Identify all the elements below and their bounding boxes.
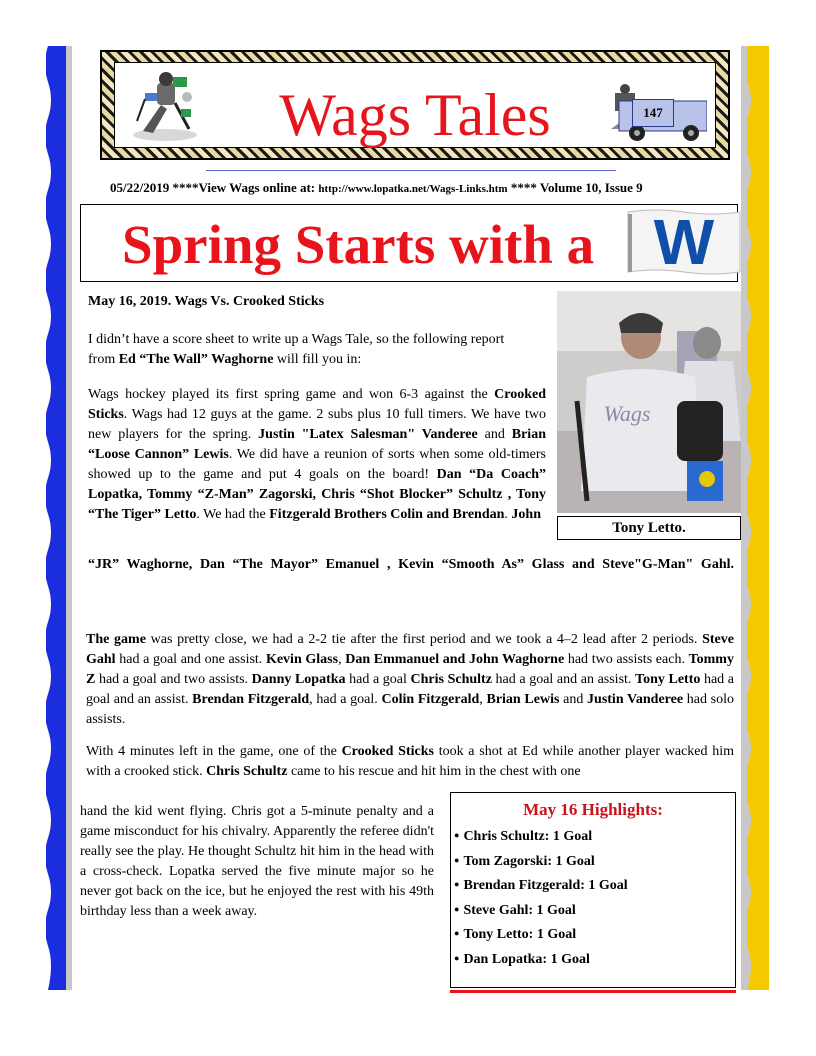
p2-run: John: [511, 507, 541, 522]
volume-issue: **** Volume 10, Issue 9: [510, 180, 643, 195]
highlight-item: ● Dan Lopatka: 1 Goal: [454, 947, 628, 972]
incident-paragraph-cont: hand the kid went flying. Chris got a 5-minute penalty and a game misconduct for his chivalry. Apparently the referee didn't really see the play. He thought Schultz hit him in the head with a cross-check. Lopatka served the five minute major so he never got back on the ice, but he enjoyed the rest with his 49th birthday less than a week away.: [80, 804, 434, 919]
highlight-item: ● Tony Letto: 1 Goal: [454, 922, 628, 947]
wags-links-url[interactable]: http://www.lopatka.net/Wags-Links.htm: [318, 183, 508, 195]
game-subheading: May 16, 2019. Wags Vs. Crooked Sticks: [88, 294, 325, 309]
p3-run: had a goal: [345, 672, 411, 687]
p3-run: Colin Fitzgerald: [381, 692, 480, 707]
p4-run: Chris Schultz: [206, 764, 288, 779]
p3-run: had solo assists.: [86, 692, 735, 727]
left-page-border: [46, 46, 72, 990]
highlight-item: ● Brendan Fitzgerald: 1 Goal: [454, 873, 628, 898]
masthead-panel: [114, 62, 716, 148]
p2-run: Crooked Sticks: [88, 387, 546, 422]
newsletter-title: Wags Tales: [279, 82, 551, 148]
p2-run: . We did have a reunion of sorts when some old-timers showed up to the game and put 4 goals on the board!: [88, 447, 546, 482]
game-summary-paragraph: [86, 630, 734, 730]
p3-run: had a goal and an assist.: [86, 672, 735, 707]
p2-run: Dan “Da Coach” Lopatka, Tommy “Z-Man” Zagorski, Chris “Shot Blocker” Schultz , Tony “The Tiger” Letto: [88, 467, 546, 522]
jersey-text: Wags: [603, 401, 651, 426]
p4-run: With 4 minutes left in the game, one of the: [86, 744, 342, 759]
masthead: [100, 50, 730, 160]
player-names-cont: “JR” Waghorne, Dan “The Mayor” Emanuel , Kevin “Smooth As” Glass and Steve"G-Man" Gahl.: [88, 557, 734, 572]
highlight-item: ● Steve Gahl: 1 Goal: [454, 898, 628, 923]
flag-letter: W: [653, 208, 715, 276]
p3-run: Tommy Z: [86, 652, 734, 687]
view-online-text: ****View Wags online at:: [172, 180, 316, 195]
dateline: [110, 180, 750, 196]
issue-date: 05/22/2019: [110, 180, 170, 195]
p3-run: Danny Lopatka: [251, 672, 346, 687]
p2-run: Wags hockey played its first spring game and won 6-3 against the: [88, 387, 495, 402]
p4-run: Crooked Sticks: [341, 744, 434, 759]
incident-paragraph: [86, 742, 734, 782]
p4-run: came to his rescue and hit him in the chest with one: [287, 764, 581, 779]
p2-run: .: [504, 507, 512, 522]
p3-run: and: [559, 692, 588, 707]
photo-caption: Tony Letto.: [557, 516, 741, 540]
p3-run: Dan Emmanuel and John Waghorne: [345, 652, 565, 667]
p2-run: Justin "Latex Salesman" Vanderee: [258, 427, 478, 442]
cubs-w-flag-image: [626, 208, 742, 276]
p3-run: , had a goal.: [309, 692, 382, 707]
p3-run: had two assists each.: [564, 652, 689, 667]
highlight-item: ● Chris Schultz: 1 Goal: [454, 824, 628, 849]
p2-run: Brian “Loose Cannon” Lewis: [88, 427, 546, 462]
tony-letto-photo: [557, 291, 741, 513]
highlights-title: May 16 Highlights:: [523, 800, 663, 819]
p3-run: was pretty close, we had a 2-2 tie after the first period and we took a 4–2 lead after 2 periods.: [145, 632, 703, 647]
intro-text-end: will fill you in:: [273, 352, 362, 367]
p3-run: ,: [338, 652, 346, 667]
headline: Spring Starts with a: [122, 214, 595, 275]
p3-run: Brendan Fitzgerald: [192, 692, 310, 707]
p3-run: Steve Gahl: [86, 632, 734, 667]
p2-run: Fitzgerald Brothers Colin and Brendan: [269, 507, 505, 522]
p3-run: Chris Schultz: [410, 672, 492, 687]
highlights-list: [454, 824, 628, 971]
intro-text: I didn’t have a score sheet to write up a Wags Tale, so the following report from: [88, 332, 505, 367]
p3-run: Tony Letto: [635, 672, 701, 687]
p3-run: Justin Vanderee: [587, 692, 684, 707]
p3-run: Brian Lewis: [486, 692, 560, 707]
p3-run: had a goal and one assist.: [115, 652, 266, 667]
issue-number-badge: 147: [632, 99, 674, 127]
p2-run: . We had the: [196, 507, 270, 522]
game-report-paragraph-cont: [88, 555, 734, 575]
p3-run: The game: [86, 632, 146, 647]
intro-author: Ed “The Wall” Waghorne: [118, 352, 274, 367]
p2-run: and: [477, 427, 512, 442]
p3-run: Kevin Glass: [265, 652, 339, 667]
highlights-bottom-rule: [450, 990, 736, 993]
intro-paragraph: [88, 330, 528, 370]
p2-run: . Wags had 12 guys at the game. 2 subs plus 10 full timers. We have two new players for the spring.: [88, 407, 546, 442]
p3-run: had a goal and two assists.: [95, 672, 252, 687]
p3-run: ,: [479, 692, 487, 707]
p4-run: took a shot at Ed while another player wacked him with a crooked stick.: [86, 744, 734, 779]
masthead-divider: [206, 170, 616, 171]
game-report-paragraph: [88, 385, 546, 525]
highlight-item: ● Tom Zagorski: 1 Goal: [454, 849, 628, 874]
p3-run: had a goal and an assist.: [491, 672, 636, 687]
